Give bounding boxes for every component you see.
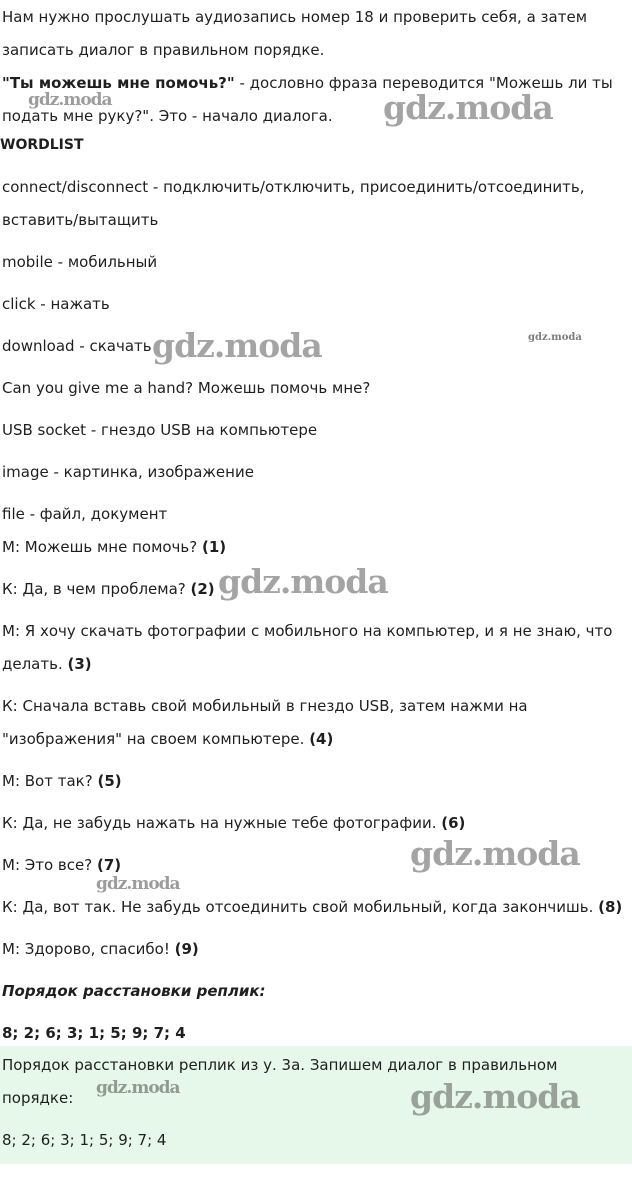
- answer-value: 8; 2; 6; 3; 1; 5; 9; 7; 4: [2, 1131, 167, 1149]
- watermark-logo: gdz.moda: [96, 874, 180, 894]
- dialogue-line-2: [2, 573, 632, 606]
- line-number: (7): [96, 856, 122, 874]
- intro-line-2: записать диалог в правильном порядке.: [2, 41, 325, 59]
- dialogue-text: К: Да, не забудь нажать на нужные тебе фотографии.: [2, 814, 442, 832]
- line-number: (1): [202, 538, 227, 556]
- wordlist-item: вставить/вытащить: [2, 211, 159, 229]
- watermark-logo: gdz.moda: [152, 326, 322, 365]
- order-value: 8; 2; 6; 3; 1; 5; 9; 7; 4: [2, 1024, 186, 1042]
- answer-line-1: Порядок расстановки реплик из у. 3а. Запишем диалог в правильном: [2, 1056, 558, 1074]
- answer-box: [0, 1046, 632, 1164]
- dialogue-text: К: Да, вот так. Не забудь отсоединить свой мобильный, когда закончишь.: [2, 898, 599, 916]
- dialogue-line-4a: К: Сначала вставь свой мобильный в гнездо USB, затем нажми на: [2, 697, 528, 715]
- dialogue-line-8: [2, 891, 632, 924]
- dialogue-text: "изображения" на своем компьютере.: [2, 730, 310, 748]
- wordlist-item: click - нажать: [2, 295, 110, 313]
- wordlist-item: connect/disconnect - подключить/отключить, присоединить/отсоединить,: [2, 178, 585, 196]
- dialogue-text: К: Да, в чем проблема?: [2, 580, 191, 598]
- dialogue-line-4b: [2, 723, 632, 756]
- dialogue-line-3b: [2, 648, 632, 681]
- wordlist-item: file - файл, документ: [2, 505, 168, 523]
- wordlist-item: Can you give me a hand? Можешь помочь мне?: [2, 379, 371, 397]
- dialogue-line-3a: М: Я хочу скачать фотографии с мобильного на компьютер, и я не знаю, что: [2, 622, 613, 640]
- line-number: (5): [97, 772, 122, 790]
- wordlist-item: USB socket - гнездо USB на компьютере: [2, 421, 318, 439]
- line-number: (3): [67, 655, 92, 673]
- dialogue-line-6: [2, 807, 632, 840]
- line-number: (8): [598, 898, 623, 916]
- dialogue-text: М: Это все?: [2, 856, 97, 874]
- watermark-logo: gdz.moda: [410, 834, 580, 873]
- answer-line-2: порядке:: [2, 1089, 74, 1107]
- watermark-logo: gdz.moda: [383, 88, 553, 127]
- order-heading: Порядок расстановки реплик:: [2, 982, 266, 1000]
- intro-line-3: [2, 67, 632, 100]
- phrase-bold: "Ты можешь мне помочь?": [2, 74, 235, 92]
- line-number: (6): [441, 814, 466, 832]
- phrase-rest: - дословно фраза переводится "Можешь ли ты: [234, 74, 613, 92]
- dialogue-text: делать.: [2, 655, 68, 673]
- wordlist-item: image - картинка, изображение: [2, 463, 254, 481]
- intro-line-4: подать мне руку?". Это - начало диалога.: [2, 107, 333, 125]
- watermark-logo: gdz.moda: [410, 1077, 580, 1116]
- dialogue-text: М: Здорово, спасибо!: [2, 940, 175, 958]
- dialogue-text: М: Вот так?: [2, 772, 98, 790]
- dialogue-line-5: [2, 765, 632, 798]
- dialogue-text: М: Можешь мне помочь?: [2, 538, 202, 556]
- dialogue-line-9: [2, 933, 632, 966]
- watermark-logo: gdz.moda: [28, 90, 112, 110]
- watermark-logo: gdz.moda: [528, 332, 582, 343]
- intro-line-1: Нам нужно прослушать аудиозапись номер 18 и проверить себя, а затем: [2, 8, 588, 26]
- dialogue-line-1: [2, 531, 632, 564]
- wordlist-item: mobile - мобильный: [2, 253, 158, 271]
- wordlist-heading: WORDLIST: [0, 137, 84, 153]
- line-number: (2): [190, 580, 215, 598]
- wordlist-item: download - скачать: [2, 337, 152, 355]
- watermark-logo: gdz.moda: [218, 562, 388, 601]
- line-number: (9): [174, 940, 199, 958]
- line-number: (4): [309, 730, 334, 748]
- dialogue-line-7: [2, 849, 632, 882]
- watermark-logo: gdz.moda: [96, 1078, 180, 1098]
